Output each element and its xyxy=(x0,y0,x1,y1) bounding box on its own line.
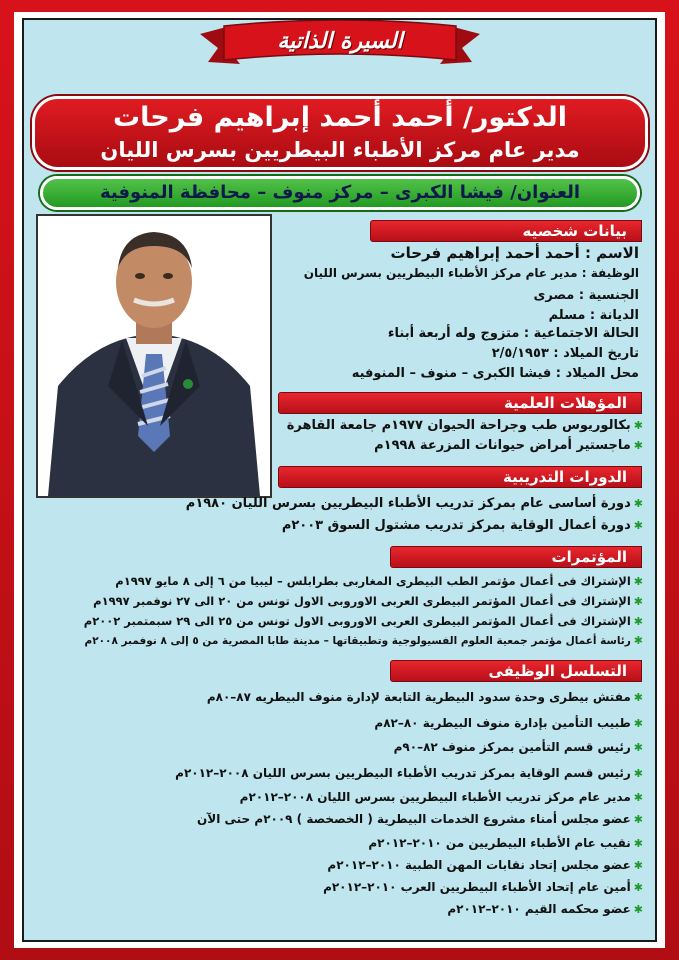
qualification-item: ✱بكالوريوس طب وجراحة الحيوان ١٩٧٧م جامعة القاهرة xyxy=(286,418,643,433)
personal-line: محل الميلاد : فيشا الكبرى – منوف – المنوفيه xyxy=(351,366,639,381)
bullet-icon: ✱ xyxy=(633,903,643,916)
personal-line: تاريخ الميلاد : ٢/٥/١٩٥٣ xyxy=(491,346,639,361)
bullet-icon: ✱ xyxy=(633,767,643,780)
conference-item: ✱الإشتراك فى أعمال المؤتمر البيطرى العربى الاوروبى الاول تونس من ٢٠ الى ٢٧ نوفمبر ١٩٩٧م xyxy=(93,594,643,608)
personal-line: الديانة : مسلم xyxy=(548,308,639,323)
doctor-name: الدكتور/ أحمد أحمد إبراهيم فرحات xyxy=(112,102,568,133)
bullet-icon: ✱ xyxy=(633,497,643,510)
career-item: ✱نقيب عام الأطباء البيطريين من ٢٠١٠–٢٠١٢م xyxy=(368,836,643,850)
job-title: مدير عام مركز الأطباء البيطريين بسرس الليان xyxy=(100,138,580,162)
personal-line: الحالة الاجتماعية : متزوج وله أربعة أبناء xyxy=(387,326,639,341)
portrait-photo xyxy=(36,214,272,498)
bullet-icon: ✱ xyxy=(633,595,643,608)
name-banner xyxy=(32,96,648,170)
career-item: ✱رئيس قسم الوقاية بمركز تدريب الأطباء البيطريين بسرس الليان ٢٠٠٨–٢٠١٢م xyxy=(175,766,643,780)
section-heading-career: التسلسل الوظيفى xyxy=(390,660,642,682)
training-item: ✱دورة أساسى عام بمركز تدريب الأطباء البيطريين بسرس الليان ١٩٨٠م xyxy=(185,496,643,511)
bullet-icon: ✱ xyxy=(633,634,643,647)
address-bar: العنوان/ فيشا الكبرى – مركز منوف – محافظة المنوفية xyxy=(40,176,640,210)
qualification-item: ✱ماجستير أمراض حيوانات المزرعة ١٩٩٨م xyxy=(374,438,643,453)
bullet-icon: ✱ xyxy=(633,519,643,532)
career-item: ✱عضو مجلس إتحاد نقابات المهن الطبية ٢٠١٠–٢٠١٢م xyxy=(327,858,643,872)
career-item: ✱مفتش بيطرى وحدة سدود البيطرية التابعة لإدارة منوف البيطريه ٨٧–٨٠م xyxy=(206,690,643,704)
bullet-icon: ✱ xyxy=(633,813,643,826)
bullet-icon: ✱ xyxy=(633,691,643,704)
career-item: ✱رئيس قسم التأمين بمركز منوف ٨٢–٩٠م xyxy=(393,740,643,754)
personal-line: الجنسية : مصرى xyxy=(533,288,639,303)
career-item: ✱عضو محكمه القيم ٢٠١٠–٢٠١٢م xyxy=(447,902,643,916)
bullet-icon: ✱ xyxy=(633,717,643,730)
career-item: ✱أمين عام إتحاد الأطباء البيطريين العرب ٢٠١٠–٢٠١٢م xyxy=(323,880,643,894)
bullet-icon: ✱ xyxy=(633,615,643,628)
training-item: ✱دورة أعمال الوقاية بمركز تدريب مشتول السوق ٢٠٠٣م xyxy=(281,518,643,533)
bullet-icon: ✱ xyxy=(633,741,643,754)
bullet-icon: ✱ xyxy=(633,419,643,432)
section-heading-conferences: المؤتمرات xyxy=(390,546,642,568)
conference-item: ✱الإشتراك فى أعمال المؤتمر البيطرى العربى الاوروبى الاول تونس من ٢٥ الى ٢٩ سبمتمبر ٢٠٠٢م xyxy=(83,614,643,628)
section-heading-personal: بيانات شخصيه xyxy=(370,220,642,242)
section-heading-qualifications: المؤهلات العلمية xyxy=(278,392,642,414)
career-item: ✱مدير عام مركز تدريب الأطباء البيطريين بسرس الليان ٢٠٠٨–٢٠١٢م xyxy=(239,790,643,804)
personal-line: الوظيفة : مدير عام مركز الأطباء البيطريين بسرس الليان xyxy=(303,266,639,280)
page-title: السيرة الذاتية xyxy=(277,28,403,54)
bullet-icon: ✱ xyxy=(633,881,643,894)
career-item: ✱طبيب التأمين بإدارة منوف البيطرية ٨٠–٨٢م xyxy=(374,716,643,730)
section-heading-training: الدورات التدريبية xyxy=(278,466,642,488)
bullet-icon: ✱ xyxy=(633,837,643,850)
career-item: ✱عضو مجلس أمناء مشروع الخدمات البيطرية ( الخصخصة ) ٢٠٠٩م حتى الآن xyxy=(197,812,643,826)
bullet-icon: ✱ xyxy=(633,859,643,872)
bullet-icon: ✱ xyxy=(633,791,643,804)
bullet-icon: ✱ xyxy=(633,439,643,452)
conference-item: ✱رئاسة أعمال مؤتمر جمعية العلوم الفسيولوجية وتطبيقاتها – مدينة طابا المصرية من ٥ إلى ٨ نوفمبر ٢٠٠٨م xyxy=(84,634,643,647)
conference-item: ✱الإشتراك فى أعمال مؤتمر الطب البيطرى المغاربى بطرابلس – ليبيا من ٦ إلى ٨ مايو ١٩٩٧م xyxy=(115,574,643,588)
title-ribbon xyxy=(200,20,480,72)
personal-line: الاسم : أحمد أحمد إبراهيم فرحات xyxy=(390,244,639,262)
bullet-icon: ✱ xyxy=(633,575,643,588)
